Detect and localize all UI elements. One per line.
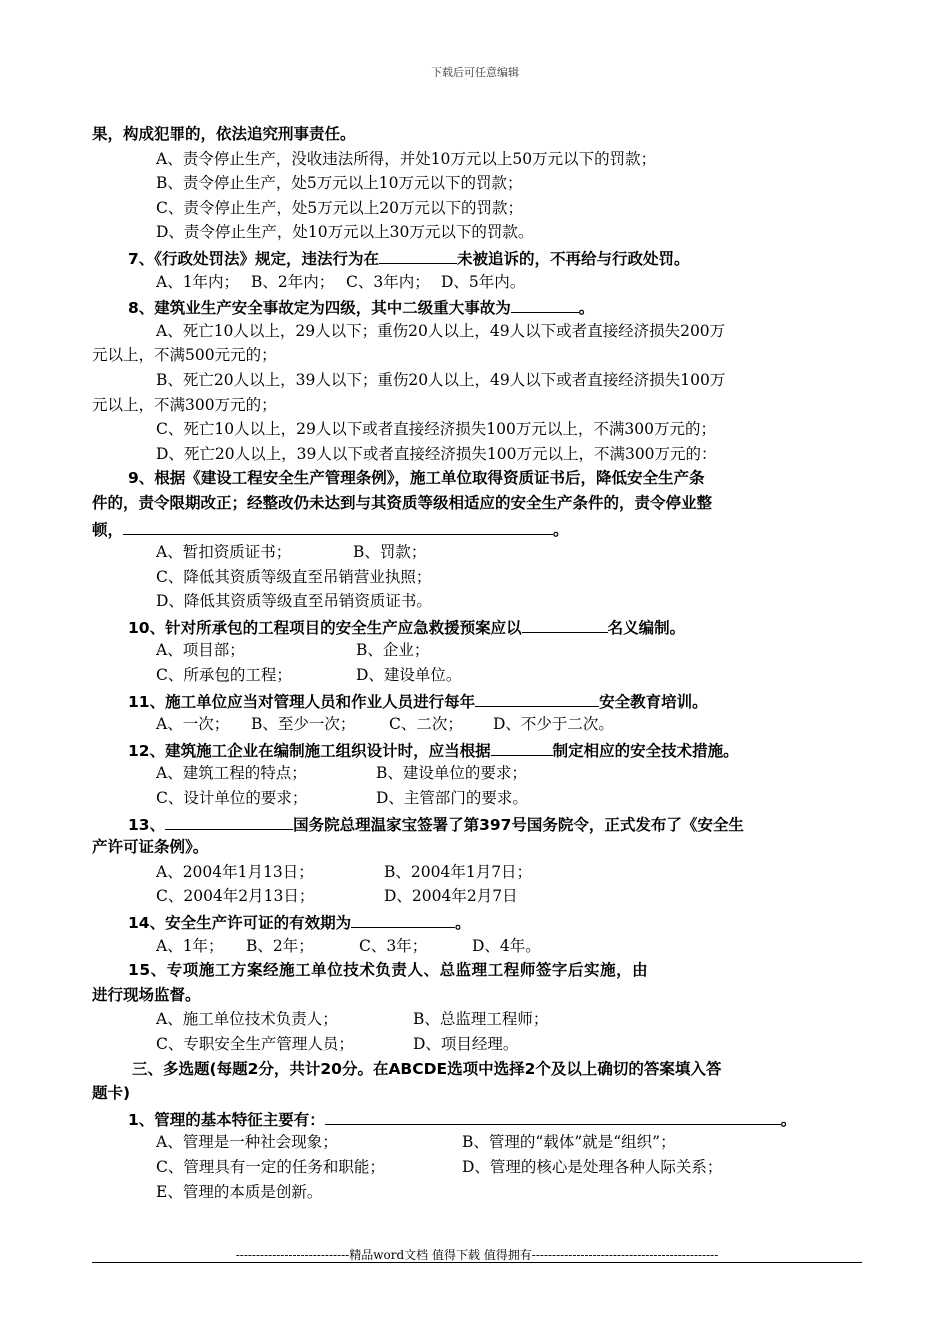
option-b: B、至少一次； xyxy=(251,715,356,734)
option-c: C、2004年2月13日； xyxy=(156,887,315,906)
option-a: A、一次； xyxy=(156,715,230,734)
option-a-cont: 元以上，不满500元元的； xyxy=(92,346,277,365)
option-b: B、建设单位的要求； xyxy=(376,764,527,783)
option-d: D、建设单位。 xyxy=(356,666,462,685)
options-12 xyxy=(92,761,862,786)
options-13 xyxy=(92,860,862,885)
option-d: D、管理的核心是处理各种人际关系； xyxy=(462,1157,723,1176)
option-a: A、2004年1月13日； xyxy=(156,862,314,881)
question-15: 15、专项施工方案经施工单位技术负责人、总监理工程师签字后实施，由 xyxy=(128,961,649,980)
answer-blank xyxy=(123,516,553,535)
question-8: 8、建筑业生产安全事故定为四级，其中二级重大事故为 。 xyxy=(92,294,862,319)
option-c: C、责令停止生产，处5万元以上20万元以下的罚款； xyxy=(156,198,523,217)
option-d: D、项目经理。 xyxy=(413,1034,519,1053)
options-11 xyxy=(92,712,862,737)
option-c: C、3年； xyxy=(359,936,428,955)
option-b: B、2年内； xyxy=(251,272,335,291)
options-15 xyxy=(92,1032,862,1057)
question-9-cont: 顿， 。 xyxy=(92,516,862,541)
option-d: D、2004年2月7日 xyxy=(384,887,518,906)
option-a: A、1年； xyxy=(156,936,224,955)
question-13: 13、 国务院总理温家宝签署了第397号国务院令，正式发布了《安全生 xyxy=(92,811,862,836)
option-b: B、2004年1月7日； xyxy=(384,862,533,881)
option-d: D、责令停止生产，处10万元以上30万元以下的罚款。 xyxy=(156,223,534,242)
text-line: 果，构成犯罪的，依法追究刑事责任。 xyxy=(92,125,356,143)
footer-rule xyxy=(92,1262,862,1263)
option-c: C、降低其资质等级直至吊销营业执照； xyxy=(156,567,432,586)
options-7 xyxy=(92,270,862,295)
option-c: C、设计单位的要求； xyxy=(156,789,308,808)
multi-question-1: 1、管理的基本特征主要有： 。 xyxy=(92,1106,862,1131)
option-d: D、降低其资质等级直至吊销资质证书。 xyxy=(156,592,432,611)
option-a: A、1年内； xyxy=(156,272,240,291)
option-b: B、总监理工程师； xyxy=(413,1010,549,1029)
answer-blank xyxy=(475,688,599,707)
option-a: A、死亡10人以上，29人以下；重伤20人以上，49人以下或者直接经济损失200万 xyxy=(156,321,726,340)
option-e: E、管理的本质是创新。 xyxy=(156,1182,323,1201)
option-b: B、企业； xyxy=(356,641,430,660)
option-b: B、罚款； xyxy=(353,543,427,562)
question-9: 9、根据《建设工程安全生产管理条例》，施工单位取得资质证书后，降低安全生产条 xyxy=(128,469,705,488)
answer-blank xyxy=(491,737,553,756)
option-a: A、暂扣资质证书； xyxy=(156,543,292,562)
option-c: C、专职安全生产管理人员； xyxy=(156,1034,354,1053)
options-10 xyxy=(92,638,862,663)
option-c: C、死亡10人以上，29人以下或者直接经济损失100万元以上，不满300万元的； xyxy=(156,420,716,439)
option-a: A、责令停止生产，没收违法所得，并处10万元以上50万元以下的罚款； xyxy=(156,149,657,168)
option-c: C、3年内； xyxy=(346,272,430,291)
options-12 xyxy=(92,786,862,811)
answer-blank xyxy=(511,294,579,313)
question-7: 7、《行政处罚法》规定，违法行为在 未被追诉的，不再给与行政处罚。 xyxy=(92,245,862,270)
answer-blank xyxy=(325,1106,781,1125)
question-13-cont: 产许可证条例》。 xyxy=(92,838,209,857)
question-11: 11、施工单位应当对管理人员和作业人员进行每年 安全教育培训。 xyxy=(92,688,862,713)
options-14 xyxy=(92,934,862,959)
section-heading: 三、多选题(每题2分，共计20分。在ABCDE选项中选择2个及以上确切的答案填入答 xyxy=(132,1059,722,1078)
page-header: 下载后可任意编辑 xyxy=(431,66,519,79)
option-d: D、5年内。 xyxy=(441,272,526,291)
document-body xyxy=(92,122,862,1204)
option-a: A、管理是一种社会现象； xyxy=(156,1133,338,1152)
answer-blank xyxy=(522,614,608,633)
question-10: 10、针对所承包的工程项目的安全生产应急救援预案应以 名义编制。 xyxy=(92,614,862,639)
option-c: C、二次； xyxy=(389,715,463,734)
question-15-cont: 进行现场监督。 xyxy=(92,985,201,1004)
option-b: B、2年； xyxy=(246,936,314,955)
options-m1 xyxy=(92,1155,862,1180)
option-d: D、4年。 xyxy=(472,936,541,955)
section-heading-cont: 题卡) xyxy=(92,1084,131,1103)
option-c: C、管理具有一定的任务和职能； xyxy=(156,1157,385,1176)
answer-blank xyxy=(379,245,457,264)
answer-blank xyxy=(165,811,293,830)
options-15 xyxy=(92,1007,862,1032)
option-c: C、所承包的工程； xyxy=(156,666,292,685)
options-10 xyxy=(92,663,862,688)
option-b: B、管理的“载体”就是“组织”； xyxy=(462,1133,676,1152)
answer-blank xyxy=(351,909,455,928)
options-m1 xyxy=(92,1130,862,1155)
option-d: D、主管部门的要求。 xyxy=(376,789,528,808)
question-9-cont: 件的，责令限期改正；经整改仍未达到与其资质等级相适应的安全生产条件的，责令停业整 xyxy=(92,493,713,512)
option-b: B、责令停止生产，处5万元以上10万元以下的罚款； xyxy=(156,174,523,193)
question-14: 14、安全生产许可证的有效期为 。 xyxy=(92,909,862,934)
option-d: D、死亡20人以上，39人以下或者直接经济损失100万元以上，不满300万元的： xyxy=(156,444,717,463)
option-b: B、死亡20人以上，39人以下；重伤20人以上，49人以下或者直接经济损失100万 xyxy=(156,370,726,389)
page-footer: ----------------------------精品word文档 值得下载 值得拥有---------------------------------------------- xyxy=(235,1248,719,1262)
option-b-cont: 元以上，不满300万元的； xyxy=(92,395,277,414)
option-d: D、不少于二次。 xyxy=(493,715,614,734)
options-13 xyxy=(92,884,862,909)
question-12: 12、建筑施工企业在编制施工组织设计时，应当根据 制定相应的安全技术措施。 xyxy=(92,737,862,762)
option-a: A、施工单位技术负责人； xyxy=(156,1010,338,1029)
option-a: A、项目部； xyxy=(156,641,245,660)
option-a: A、建筑工程的特点； xyxy=(156,764,307,783)
options-9 xyxy=(92,540,862,565)
